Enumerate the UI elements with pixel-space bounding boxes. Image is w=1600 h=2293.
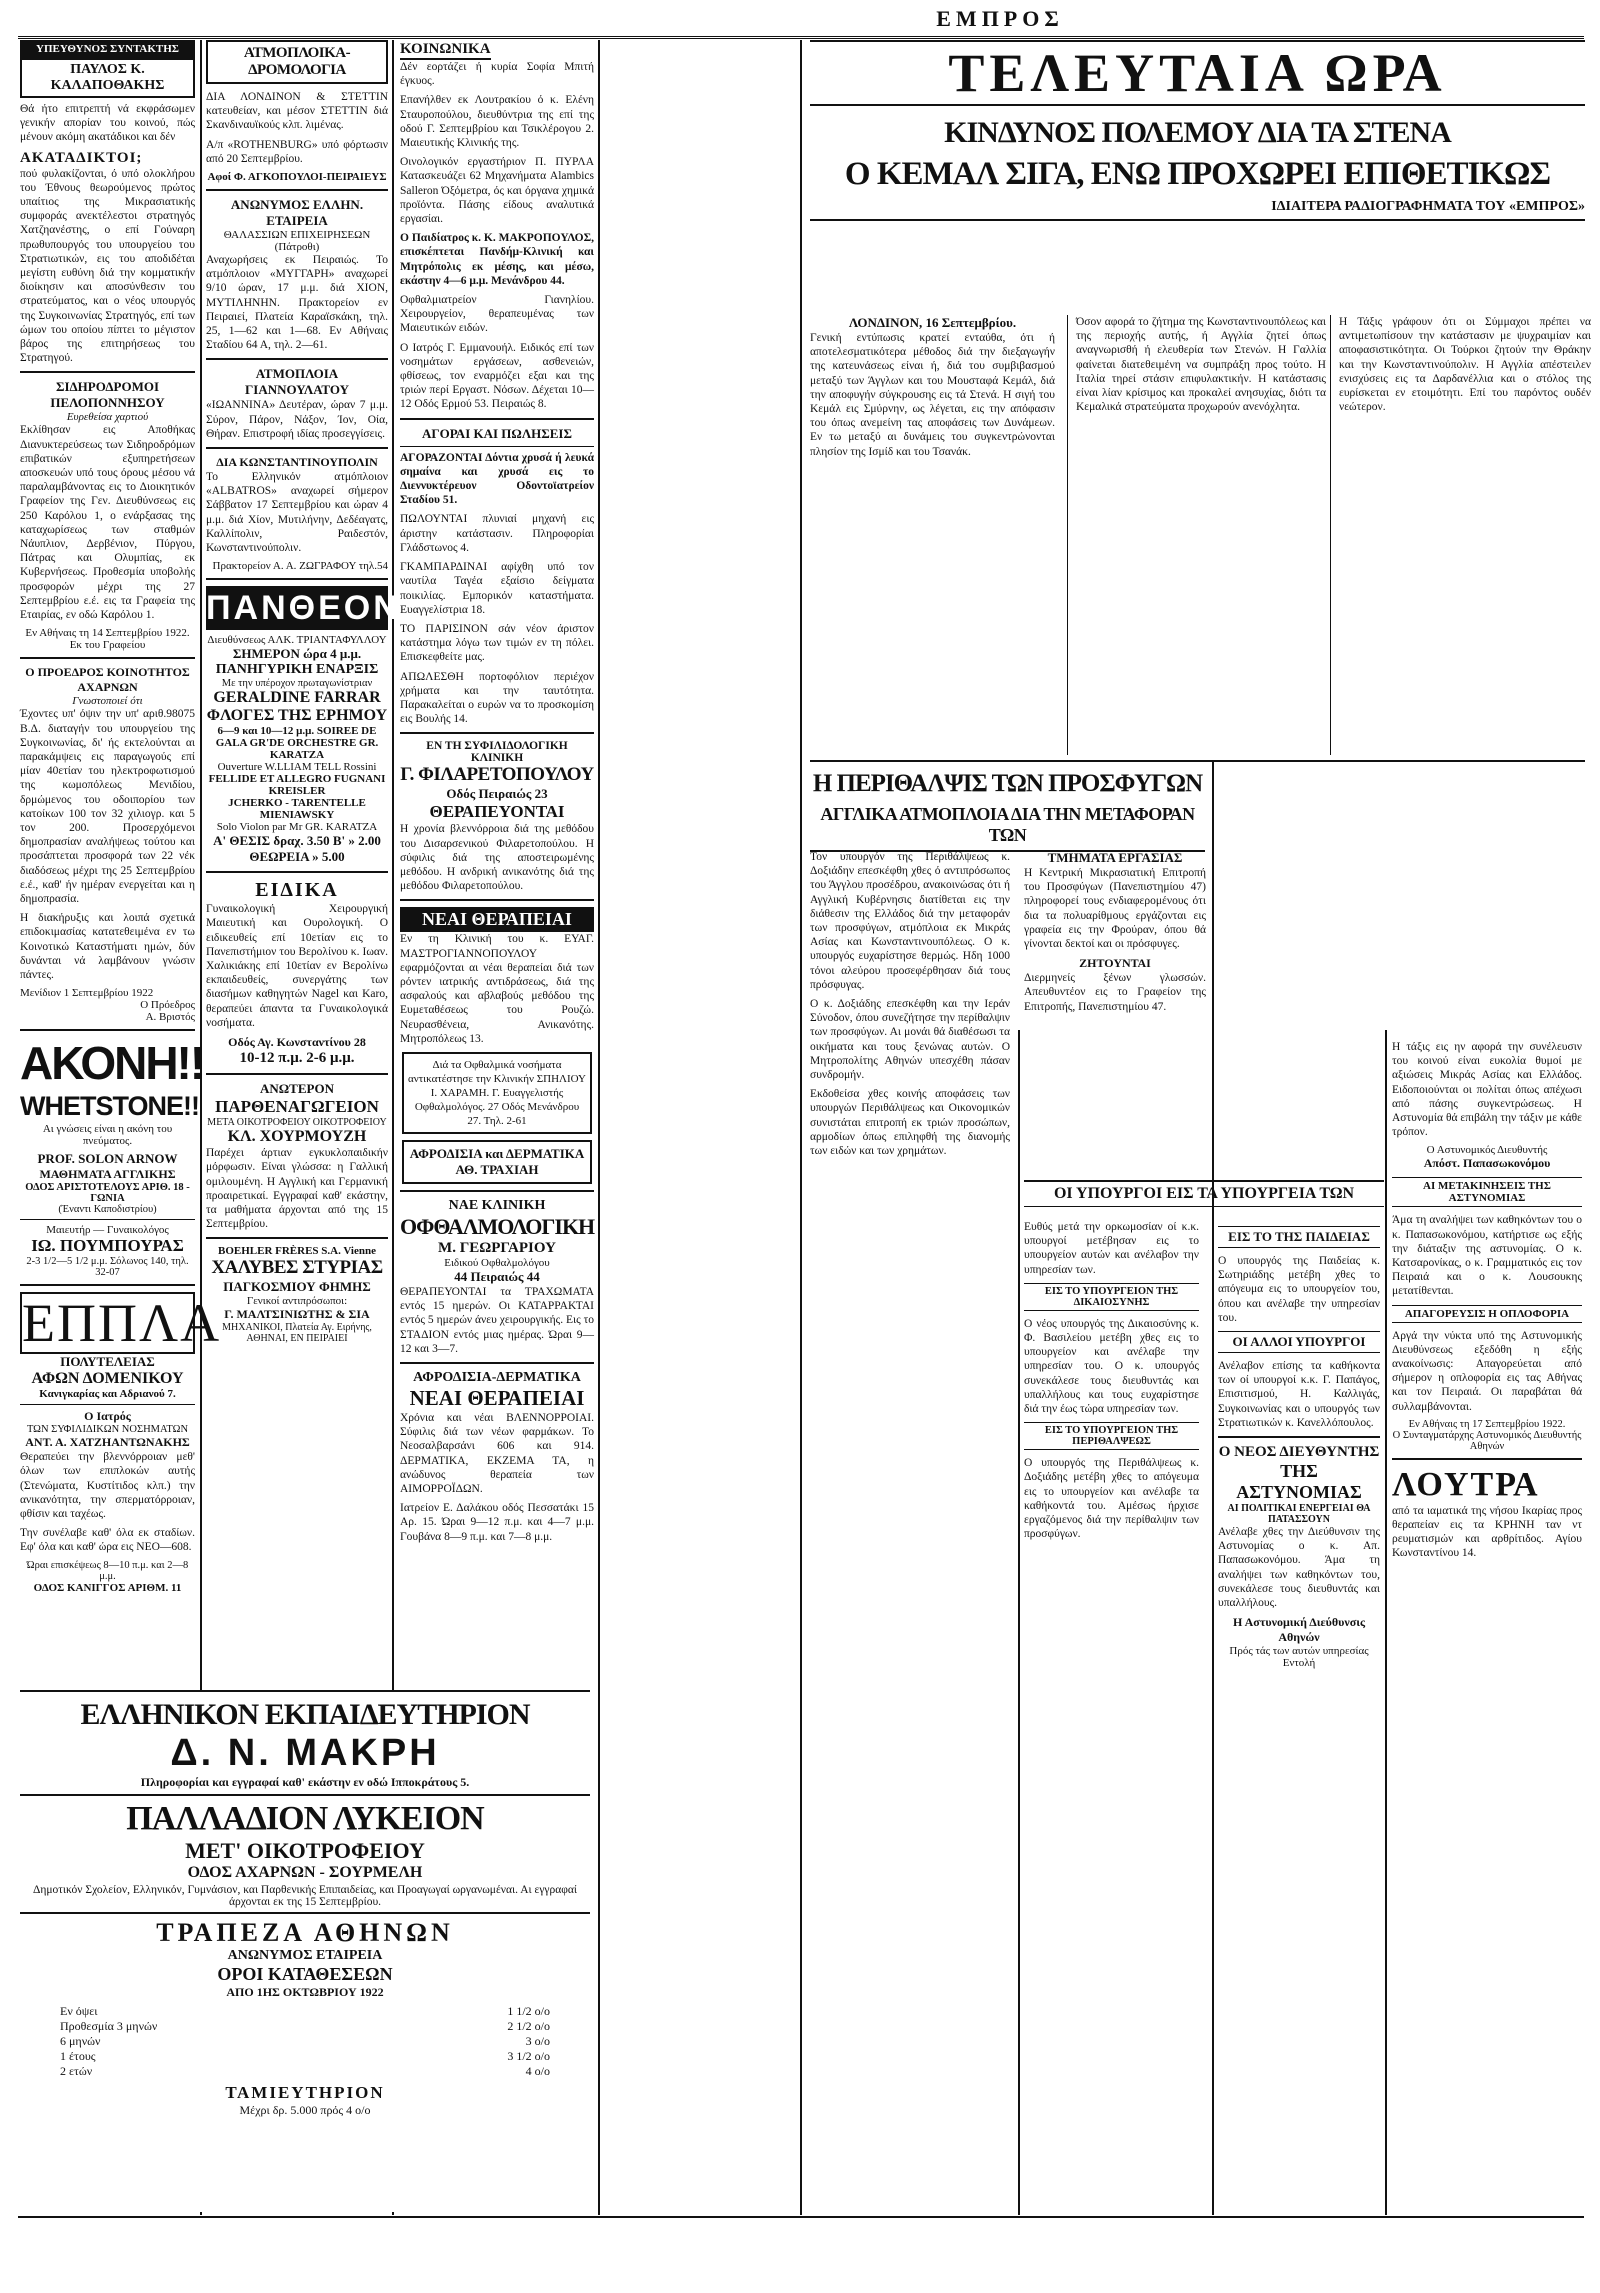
masthead xyxy=(870,6,1130,32)
pallad: ΠΑΛΛΑΔΙΟΝ ΛΥΚΕΙΟΝ xyxy=(126,1800,484,1837)
axarn-sign-2: Α. Βριστός xyxy=(145,1011,195,1024)
akoni-sub: Αι γνώσεις είναι η ακόνη του πνεύματος. xyxy=(42,1123,173,1148)
pan-tarentelle: JCHERKO - TARENTELLE MIENIAWSKY xyxy=(228,797,366,822)
bank-sub: ΑΝΩΝΥΜΟΣ ΕΤΑΙΡΕΙΑ xyxy=(227,1948,383,1963)
prof-sub: ΜΑΘΗΜΑΤΑ ΑΓΓΛΙΚΗΣ xyxy=(39,1167,176,1182)
bank-row-label: Εν όψει xyxy=(60,2004,98,2018)
bank-row-rate: 2 1/2 ο/ο xyxy=(507,2019,550,2033)
th-body: Η χρονία βλεννόρροια διά της μεθόδου του Δισαρσενικού Φιλαρετοπούλου. Η σύφιλις διά της αποστειρωμένης μεθόδου. Η ανδρική ανικανότης διά της μεθόδου Φιλαρετοπούλου. xyxy=(400,823,594,893)
aphr-box-name: ΑΘ. ΤΡΑΧΙΑΗ xyxy=(455,1161,539,1177)
metak: ΑΙ ΜΕΤΑΚΙΝΗΣΕΙΣ ΤΗΣ ΑΣΤΥΝΟΜΙΑΣ xyxy=(1392,1177,1582,1207)
eid-addr: Οδός Αγ. Κωνσταντίνου 28 xyxy=(228,1035,366,1050)
makri: Δ. Ν. ΜΑΚΡΗ xyxy=(170,1732,440,1774)
neai: ΝΕΑΙ ΘΕΡΑΠΕΙΑΙ xyxy=(400,907,594,932)
perith: ΕΙΣ ΤΟ ΥΠΟΥΡΓΕΙΟΝ ΤΗΣ ΠΕΡΙΘΑΛΨΕΩΣ xyxy=(1024,1422,1199,1450)
aphr-box-title: ΑΦΡΟΔΙΣΙΑ και ΔΕΡΜΑΤΙΚΑ xyxy=(409,1145,585,1161)
rail-body: Εκλίθησαν εις Αποθήκας Διανυκτερεύσεως των Σιδηροδρόμων επιβατικών εξυπηρετήσεων αποσκευών υπό τους όρους μέσου νά παραλαμβάνοντας εις το Διοικητικόν Γραφείον της Γεν. Διευθύνσεως εις 250 Καρόλου 1, ο ενάρξασας της καταχωρίσεως των σταθμών Νάυπλιον, Δερβένιον, Πύργου, Πάτρας και Ολυμπίας, εκ Κυβερνήσεως. Προθεσμία υποβολής προσφορών μέχρι της 27 Σεπτεμβρίου ε.έ. εις τα Γραφεία της Εταιρίας, εν οδώ Καρόλου 1. xyxy=(20,424,195,622)
pan-with: Με την υπέροχον πρωταγωνίστριαν xyxy=(221,678,373,690)
bank-row-rate: 3 1/2 ο/ο xyxy=(507,2049,550,2063)
bank-row-label: 2 ετών xyxy=(60,2064,93,2078)
rule-6 xyxy=(1212,760,1214,2215)
main-area xyxy=(810,40,1585,221)
eidika: ΕΙΔΙΚΑ xyxy=(255,879,339,902)
k5: Οφθαλμιατρείον Γιανηλίου. Χειρουργείον, θεραπευμένας των Μαιευτικών ειδών. xyxy=(400,294,594,335)
axarn-tail: Η διακήρυξις και λοιπά σχετικά επιδοκιμασίας κατατεθειμένα εν τω Κοινοτικώ Καταστήματι ημών, δύν δυνάνται νά λαμβάνουν γνώσιν πάντες. xyxy=(20,912,195,981)
ophth-body: ΘΕΡΑΠΕΥΟΝΤΑΙ τα ΤΡΑΧΩΜΑΤΑ εντός 15 ημερών. Οι ΚΑΤΑΡΡΑΚΤΑΙ εντός 5 ημερών άνευ χειρουργικής. Εις το ΣΤΑΔΙΟΝ εντός μιας ημέρας. Ώραι 9—12 και 3—7. xyxy=(400,1285,594,1355)
konst-sign: Πρακτορείον Α. Α. ΖΩΓΡΑΦΟΥ τηλ.54 xyxy=(212,560,388,573)
main-col-3 xyxy=(1330,315,1591,755)
top-rule xyxy=(18,36,1584,39)
pan-solo: Solo Violon par Mr GR. KARATZA xyxy=(216,821,378,834)
eppla-addr: Κανιγκαρίας και Αδριανού 7. xyxy=(39,1388,176,1401)
intro-body: πού φυλακίζονται, ό υπό ολοκλήρου του Έθνους θεωρούμενος πρώτος υπαίτιος της Μικρασιατικής συμφοράς ανεκτέλεστοι στρατηγός Χατζηανέστης, ο επί Γούναρη πρωθυπουργός του υπουργείου του Στρατιωτικών, εις του αποδιδέται μεγίστη ευθύνη διά την κομματικήν διοίκησιν και αποσύνθεσιν του στρατεύματος, και ο νέος υπουργός της Συγκοινωνίας Στρατηγός, επί των ώμων του οποίου πίπτει το μέγιστον βάρος της επιτηρήσεως του Στρατηγού. xyxy=(20,167,195,365)
police: Ο ΝΕΟΣ ΔΙΕΥΘΥΝΤΗΣ xyxy=(1218,1444,1380,1461)
therap: ΘΕΡΑΠΕΥΟΝΤΑΙ xyxy=(429,802,565,822)
justice-body: Ο νέος υπουργός της Δικαιοσύνης κ. Φ. Βασιλείου μετέβη χθες εις το υπουργείον και ανέλαβε την υπηρεσίαν του. Ο κ. υπουργός συνεκάλεσε τους διευθυντάς και υπαλλήλους και τους ευχαρίστησε διά την έως τώρα υπηρεσίαν των. xyxy=(1024,1317,1199,1416)
k6: Ο Ιατρός Γ. Εμμανουήλ. Ειδικός επί των νοσημάτων εργάσεων, ασθενειών, φθίσεως, τον εναρμόζει εξαι και της τριών περί Εργαστ. Νόσων. Δέχεται 10—12 Οδός Ερμού 53. Πειραιώς 8. xyxy=(400,341,594,411)
paid: ΕΙΣ ΤΟ ΤΗΣ ΠΑΙΔΕΙΑΣ xyxy=(1218,1226,1380,1248)
bottom-rule xyxy=(18,2216,1584,2218)
lower-col-5 xyxy=(1392,1040,1582,2210)
pan-event: ΠΑΝΗΓΥΡΙΚΗ ΕΝΑΡΞΙΣ xyxy=(215,662,379,678)
loutra-body: από τα ιαματικά της νήσου Ικαρίας προς θεραπείαν εις τα ΚΡΗΝΗ ταν ντ ρευματισμών και αρθρίτιδος. Αγίου Κωνσταντίνου 14. xyxy=(1392,1504,1582,1560)
iatros-hours: Ώραι επισκέψεως 8—10 π.μ. και 2—8 μ.μ. xyxy=(26,1559,189,1582)
lower-col-1 xyxy=(810,850,1010,2210)
sign2: Απόστ. Παπασωκονόμου xyxy=(1423,1156,1551,1171)
main-col-2 xyxy=(1067,315,1326,755)
iatros-addr: Την συνέλαβε καθ' όλα εκ σταδίων. Εφ' όλα και καθ' ώρα εις ΝΕΟ—608. xyxy=(20,1527,195,1554)
anoteron: ΑΝΩΤΕΡΟΝ xyxy=(260,1081,334,1097)
iatros-name: ΑΝΤ. Α. ΧΑΤΖΗΑΝΤΩΝΑΚΗΣ xyxy=(25,1435,190,1450)
giann-title: ΑΤΜΟΠΛΟΙΑ ΓΙΑΝΝΟΥΛΑΤΟΥ xyxy=(245,366,349,398)
parth-name: ΚΛ. ΧΟΥΡΜΟΥΖΗ xyxy=(227,1128,367,1146)
giann-body: «ΙΩΑΝΝΙΝΑ» Δευτέραν, ώραν 7 μ.μ. Σύρον, Πάρον, Νάξον, Ίον, Οία, Θήραν. Επιστροφή ιδίας προσεγγίσεις. xyxy=(206,399,388,440)
k4: Ο Παιδίατρος κ. Κ. ΜΑΚΡΟΠΟΥΛΟΣ, επισκέπτεται Πανδήμ-Κλινική και Μητρόπολις εκ μέσης, και μέσω, εκάστην 4—6 μ.μ. Μενάνδρου 44. xyxy=(400,232,594,287)
rule-7 xyxy=(1385,1030,1387,2215)
nae: ΝΑΕ ΚΛΙΝΙΚΗ xyxy=(448,1197,546,1213)
syph-addr: Οδός Πειραιώς 23 xyxy=(446,786,548,802)
intro-caps: ΑΚΑΤΑΔΙΚΤΟΙ; xyxy=(20,149,143,166)
iatros-body: Θεραπεύει την βλεννόρροιαν μεθ' όλων των επιπλοκών αυτής (Στενώματα, Κυστίτιδος κλπ.) την ανικανότητα, την σπερματόρροιαν, φθίσιν και ταχέως. xyxy=(20,1451,195,1520)
ophth-sub: Ειδικού Οφθαλμολόγου xyxy=(444,1256,550,1269)
ekp: ΕΛΛΗΝΙΚΟΝ ΕΚΠΑΙΔΕΥΤΗΡΙΟΝ xyxy=(80,1698,530,1731)
konst-title: ΔΙΑ ΚΩΝΣΤΑΝΤΙΝΟΥΠΟΛΙΝ xyxy=(216,455,378,470)
tmim: ΤΜΗΜΑΤΑ ΕΡΓΑΣΙΑΣ xyxy=(1047,850,1183,865)
whetstone: WHETSTONE!! xyxy=(20,1091,199,1122)
ophth: ΟΦΘΑΛΜΟΛΟΓΙΚΗ xyxy=(400,1213,595,1239)
apag-sign: Ο Συνταγματάρχης Αστυνομικός Διευθυντής Αθηνών xyxy=(1392,1429,1582,1452)
iatros-sub: ΤΩΝ ΣΥΦΙΛΙΔΙΚΩΝ ΝΟΣΗΜΑΤΩΝ xyxy=(26,1424,189,1436)
steel-rep: Γενικοί αντιπρόσωποι: xyxy=(246,1295,348,1308)
ofth-box-text: Διά τα Οφθαλμικά νοσήματα αντικατέστησε την Κλινικήν ΣΠΗΛΙΟΥ Ι. ΧΑΡΑΜΗ. Γ. Ευαγγελιστής Οφθαλμολόγος. 27 Οδός Μενάνδρου 27. Τηλ. 2-61 xyxy=(408,1058,586,1127)
maia: Μαιευτήρ — Γυναικολόγος xyxy=(46,1224,169,1237)
parth-body: Παρέχει άρτιαν εγκυκλοπαιδικήν μόρφωσιν. Είναι γλώσσα: η Γαλλική ομιλουμένη. Η Αγγλική και Γερμανική προαιρετικαί. Εγγραφαί καθ' εκάστην, τα μαθήματα άρχονται από της 15 Σεπτεμβρίου. xyxy=(206,1147,388,1231)
loutra: ΛΟΥΤΡΑ xyxy=(1392,1465,1540,1503)
axarn-sub: Γνωστοποιεί ότι xyxy=(72,695,143,708)
m-intro: Ευθύς μετά την ορκωμοσίαν οί κ.κ. υπουργοί μετέβησαν εις το υπουργείον αυτών και ανέλαβον την υπηρεσίαν των. xyxy=(1024,1221,1199,1276)
col3-title: ΚΟΙΝΩΝΙΚΑ xyxy=(400,41,491,60)
sub2: Ο ΚΕΜΑΛ ΣΙΓΑ, ΕΝΩ ΠΡΟΧΩΡΕΙ ΕΠΙΘΕΤΙΚΩΣ xyxy=(844,156,1551,192)
l1: Τον υπουργόν της Περιθάλψεως κ. Δοξιάδην επεσκέφθη χθες ό αντιπρόσωπος του Άγγλου προσέδρου, ανακοινώσας ότι ή Αγγλική Κυβέρνησις διατίθεται εις την διάθεσιν της Ελλάδος διά την μεταφοράν των προσφύγων, ατμόπλοια εκ Μικράς Ασίας και Κωνσταντινουπόλεως. Ο κ. υπουργός ευχαρίστησε θερμώς. Ηδη 1000 τόνοι αλεύρου προσεφέρθησαν διά τους πρόσφυγας. xyxy=(810,851,1010,991)
pan-prices: Α' ΘΕΣΙΣ δραχ. 3.50 Β' » 2.00 ΘΕΩΡΕΙΑ » 5.00 xyxy=(213,833,381,865)
neai2-body: Χρόνια και νέαι ΒΛΕΝΝΟΡΡΟΙΑΙ. Σύφιλις διά των νέων φαρμάκων. Το Νεοσαλβαρσάνι 606 και 914. ΔΕΡΜΑΤΙΚΑ, ΕΚΖΕΜΑ ΤΑ, η ανώδυνος θεραπεία των ΑΙΜΟΡΡΟΪΔΩΝ. xyxy=(400,1411,594,1495)
axarn-sign-1: Ο Πρόεδρος xyxy=(140,999,195,1012)
l3: Εκδοθείσα χθες κοινής αποφάσεις των υπουργών Περιθάλψεως και Οικονομικών συνιστάται επιτροπή εκ τριών προσώπων, αρμοδίων όπως επιληφθή της διανομής των ειδών και των χρημάτων. xyxy=(810,1088,1010,1158)
boehler: BOEHLER FRÈRES S.A. Vienne xyxy=(217,1245,376,1258)
doctor: ΙΩ. ΠΟΥΜΠΟΥΡΑΣ xyxy=(31,1236,184,1256)
col2-line3: Αφοί Φ. ΑΓΚΟΠΟΥΛΟΙ-ΠΕΙΡΑΙΕΥΣ xyxy=(207,171,387,184)
neai2: ΝΕΑΙ ΘΕΡΑΠΕΙΑΙ xyxy=(409,1385,585,1410)
pallad-addr: ΟΔΟΣ ΑΧΑΡΝΩΝ - ΣΟΥΡΜΕΛΗ xyxy=(187,1864,423,1881)
eppla: ΕΠΠΛΑ xyxy=(22,1293,222,1354)
l2: Ο κ. Δοξιάδης επεσκέφθη και την Ιεράν Σύνοδον, όπου συνεζήτησε την περίθαλψιν των προσφύγων. Αι μονάι θά διαθέσωσι τα οικήματα και τους ξενώνας αυτών. Ο Μητροπολίτης Αθηνών υπεσχέθη πάσαν συνδρομήν. xyxy=(810,998,1010,1082)
refugees-head xyxy=(810,770,1205,852)
eppla-sub: ΠΟΛΥΤΕΛΕΙΑΣ xyxy=(60,1354,155,1370)
lower-col-4 xyxy=(1218,1220,1380,2200)
pan-star: GERALDINE FARRAR xyxy=(213,689,381,707)
axarn-title: Ο ΠΡΟΕΔΡΟΣ ΚΟΙΝΟΤΗΤΟΣ ΑΧΑΡΝΩΝ xyxy=(25,665,190,695)
bank-date: ΑΠΟ 1ΗΣ ΟΚΤΩΒΡΙΟΥ 1922 xyxy=(226,1985,384,1999)
ministers: ΟΙ ΥΠΟΥΡΓΟΙ ΕΙΣ ΤΑ ΥΠΟΥΡΓΕΙΑ ΤΩΝ xyxy=(1024,1180,1384,1207)
steel-name: Γ. ΜΑΛΤΣΙΝΙΩΤΗΣ & ΣΙΑ xyxy=(224,1307,370,1322)
ag3: ΓΚΑΜΠΑΡΔΙΝΑΙ αφίχθη υπό τον ναυτίλα Ταγέα εξαίσιο δείγματα ποικιλίας. Εμπορικόν καταστήματα. Ευαγγελίστρια 18. xyxy=(400,561,594,616)
prof: PROF. SOLON ARNOW xyxy=(37,1151,178,1167)
main-divider xyxy=(810,760,1585,762)
col2-line1: ΔΙΑ ΛΟΝΔΙΝΟΝ & ΣΤΕΤΤΙΝ κατευθείαν, και μέσον ΣΤΕΤΤΙΝ διά Σκανδιναυϊκούς κλπ. λιμένας. xyxy=(206,91,388,132)
rule-4 xyxy=(800,40,802,2215)
police-notice: Η Αστυνομική Διεύθυνσις Αθηνών xyxy=(1232,1615,1366,1645)
eppla-who: ΑΦΩΝ ΔΟΜΕΝΙΚΟΥ xyxy=(31,1370,184,1388)
bank-row-label: 1 έτους xyxy=(60,2049,96,2063)
rail-sub: Ευρεθείσα χαρτιού xyxy=(66,411,149,424)
main-c1: Γενική εντύπωσις κρατεί ενταύθα, ότι ή αποτελεσματικότερα μέθοδος διά την διεξαγωγήν της κατευνάσεως είναι ή, διά του συμβιβασμού μεταξύ των Άγγλων και του Μουσταφά Κεμάλ, διά την αποφυγήν σύγκρουσης εις τά Στενά. Η σιγή του Κεμάλ εις Σμύρνην, ως λέγεται, εις την απόφασιν του όπως ανεμείνη τας αποφάσεις των Δυνάμεων. Εν τω μεταξύ αι δυνάμεις του συγκεντρώνονται πλησίον της Ισμίδ και του Τσανάκ. xyxy=(810,332,1055,458)
main-c2: Όσον αφορά το ζήτημα της Κωνσταντινουπόλεως και της περιοχής αυτής, ή Αγγλία ζητεί όπως αναγνωρισθή ή ελευθερία των Στενών. Η Γαλλία φαίνεται διατεθειμένη να συμπράξη προς τούτο. Η Ιταλία τηρεί στάσιν επιφυλακτικήν. Η κατάστασις είναι λίαν κρίσιμος και προκαλεί ανησυχίας, διότι τα Κεμαλικά στρατεύματα προχωρούν ανενόχλητα. xyxy=(1076,316,1326,414)
police3: ΑΙ ΠΟΛΙΤΙΚΑΙ ΕΝΕΡΓΕΙΑΙ ΘΑ ΠΑΤΑΣΣΟΥΝ xyxy=(1227,1503,1371,1526)
ophth-addr: 44 Πειραιώς 44 xyxy=(454,1268,540,1284)
pallad-sub: ΜΕΤ' ΟΙΚΟΤΡΟΦΕΙΟΥ xyxy=(185,1838,425,1863)
tmim-body: Η Κεντρική Μικρασιατική Επιτροπή του Προσφύγων (Πανεπιστημίου 47) πληροφορεί τους ενδιαφερομένους ότι δια τα πολυαρίθμους εργάζονται εις γραφεία εις την Φρούραν, όπου θά γίνονται δεκτοί και οι πρόσφυγες. xyxy=(1024,867,1206,951)
zitoun: ΖΗΤΟΥΝΤΑΙ xyxy=(1079,956,1151,971)
editor-name: ΠΑΥΛΟΣ Κ. ΚΑΛΑΠΟΘΑΚΗΣ xyxy=(20,58,195,98)
ag4: ΤΟ ΠΑΡΙΣΙΝΟΝ σάν νέον άριστον κατάστημα λόγω των τιμών εν τη πόλει. Επισκεφθείτε μας. xyxy=(400,622,594,664)
eid-body: Γυναικολογική Χειρουργική Μαιευτική και Ουρολογική. Ο ειδικευθείς επί 10ετίαν εις το Πανεπιστήμιον του Βερολίνου κ. Ιωαν. Χαλικιάκης επί 10ετίαν εν Βερολίνω εκπαιδευθείς, συνεργάτης των διασήμων καθηγητών Nagel και Karo, θεραπεύει άπαντα τα Γυναικολογικά νοσήματα. xyxy=(206,903,388,1029)
bank-row-rate: 3 ο/ο xyxy=(525,2034,550,2048)
axarn-body: Έχοντες υπ' όψιν την υπ' αριθ.98075 Β.Δ. διαταγήν του υπουργείου της Συγκοινωνίας, δι' ής εκτελούνται αι παρακάμψεις εις παραγωγούς επί μίαν 40ετίαν του ηλεκτροφωτισμού της κωμοπόλεως Μενιδίου, δρμώμενος του οδοιπορίου των κατοίκων 100 τον 32 χιλιογρ. και 5 τον 200. Προσερχόμενοι δημοπρασίαν αναλήψεως τούτου και προσάπτεται προσφορά των 22 νέκ διαδόσεως μέχρι της 25 Σεπτεμβρίου ε.έ., καθ' ήν ημέραν ενεργείται και η δημοπρασία. xyxy=(20,708,195,905)
doctor-hours: 2-3 1/2—5 1/2 μ.μ. Σόλωνος 140, τηλ. 32-07 xyxy=(26,1256,189,1279)
syph-title: ΕΝ ΤΗ ΣΥΦΙΛΙΔΟΛΟΓΙΚΗ ΚΛΙΝΙΚΗ xyxy=(426,740,568,765)
syph-name: Γ. ΦΙΛΑΡΕΤΟΠΟΥΛΟΥ xyxy=(400,764,594,786)
bank-row-rate: 4 ο/ο xyxy=(525,2064,550,2078)
parth-title: ΠΑΡΘΕΝΑΓΩΓΕΙΟΝ xyxy=(215,1097,379,1117)
ag1: ΑΓΟΡΑΖΟΝΤΑΙ Δόντια χρυσά ή λευκά σημαίνα και χρυσά εις το Διεννυκτέρευον Οδοντοϊατρείον Σταδίου 51. xyxy=(400,451,594,507)
bank-row xyxy=(60,2064,550,2079)
k2: Επανήλθεν εκ Λουτρακίου ό κ. Ελένη Σταυροπούλου, διευθύντρια της επί της οδού Γ. Σεπτεμβρίου και Τσικλέρογου 2. Μαιευτικής Κλινικής της. xyxy=(400,94,594,150)
sub3: ΙΔΙΑΙΤΕΡΑ ΡΑΔΙΟΓΡΑΦΗΜΑΤΑ ΤΟΥ «ΕΜΠΡΟΣ» xyxy=(810,199,1585,221)
steel: ΧΑΛΥΒΕΣ ΣΤΥΡΙΑΣ xyxy=(211,1257,383,1279)
parth-sub: ΜΕΤΑ ΟΙΚΟΤΡΟΦΕΙΟΥ ΟΙΚΟΤΡΟΦΕΙΟΥ xyxy=(207,1117,387,1129)
bank-table xyxy=(60,2004,550,2079)
justice: ΕΙΣ ΤΟ ΥΠΟΥΡΓΕΙΟΝ ΤΗΣ ΔΙΚΑΙΟΣΥΝΗΣ xyxy=(1024,1283,1199,1311)
alloi: ΟΙ ΑΛΛΟΙ ΥΠΟΥΡΓΟΙ xyxy=(1218,1331,1380,1353)
police-notice2: Πρός τάς των αυτών υπηρεσίας Εντολή xyxy=(1229,1645,1369,1670)
ref-title2: ΑΓΓΛΙΚΑ ΑΤΜΟΠΛΟΙΑ ΔΙΑ ΤΗΝ ΜΕΤΑΦΟΡΑΝ ΤΩΝ xyxy=(810,804,1205,852)
ministers-block xyxy=(1024,1180,1384,1207)
lower-col-2 xyxy=(1024,850,1206,1170)
anon-title: ΑΝΩΝΥΜΟΣ ΕΛΛΗΝ. ΕΤΑΙΡΕΙΑ xyxy=(230,197,364,229)
agorai: ΑΓΟΡΑΙ ΚΑΙ ΠΩΛΗΣΕΙΣ xyxy=(422,425,572,441)
right-body: Η τάξις εις ην αφορά την συνέλευσιν του κοινού είναι ευκολία θυμοί με αξιώσεις Μικράς Ασίας και Ελλάδος. Ειδοποιούνται οι πολίται όπως απέχωσι από πάσης συγκεντρώσεως. Η Αστυνομία θά επιβάλη την τάξιν με κάθε τρόπον. xyxy=(1392,1041,1582,1139)
intro-text: Θά ήτο επιτρεπτή νά εκφράσωμεν γενικήν απορίαν του κοινού, πώς μένουν ακόμη ακατάδικοι και δέν xyxy=(20,103,195,144)
police-body: Ανέλαβε χθες την Διεύθυνσιν της Αστυνομίας ο κ. Απ. Παπασωκονόμου. Άμα τη αναλήψει των καθηκόντων του, συνεκάλεσε τους διευθυντάς και υπαλλήλους. xyxy=(1218,1526,1380,1610)
col2-title: ΑΤΜΟΠΛΟΙΚΑ-ΔΡΟΜΟΛΟΓΙΑ xyxy=(206,40,388,84)
prof-addr: ΟΔΟΣ ΑΡΙΣΤΟΤΕΛΟΥΣ ΑΡΙΘ. 18 - ΓΩΝΙΑ xyxy=(25,1182,190,1205)
police2: ΤΗΣ ΑΣΤΥΝΟΜΙΑΣ xyxy=(1236,1461,1362,1503)
bank-row xyxy=(60,2019,550,2034)
lower-col-3 xyxy=(1024,1220,1199,2200)
bank-row-label: 6 μηνών xyxy=(60,2034,101,2048)
k1: Δέν εορτάζει ή κυρία Σοφία Μπιτή έγκυος. xyxy=(400,61,594,88)
eid-hours: 10-12 π.μ. 2-6 μ.μ. xyxy=(239,1050,355,1067)
apag-date: Εν Αθήναις τη 17 Σεπτεμβρίου 1922. xyxy=(1408,1418,1566,1430)
bank-row xyxy=(60,2034,550,2049)
axarn-date: Μενίδιον 1 Σεπτεμβρίου 1922 xyxy=(20,987,154,1000)
pan-allegro: FELLIDE ET ALLEGRO FUGNANI KREISLER xyxy=(208,773,386,798)
bottom-ads xyxy=(20,1690,590,2212)
rule-3 xyxy=(598,40,600,2215)
tamiev: ΤΑΜΙΕΥΤΗΡΙΟΝ xyxy=(225,2083,385,2102)
sub1: ΚΙΝΔΥΝΟΣ ΠΟΛΕΜΟΥ ΔΙΑ ΤΑ ΣΤΕΝΑ xyxy=(944,116,1451,149)
steel-addr: ΜΗΧΑΝΙΚΟΙ, Πλατεία Αγ. Ειρήνης, ΑΘΗΝΑΙ, ΕΝ ΠΕΙΡΑΙΕΙ xyxy=(222,1322,372,1345)
rule-5 xyxy=(1018,1030,1020,2215)
anon-sub: ΘΑΛΑΣΣΙΩΝ ΕΠΙΧΕΙΡΗΣΕΩΝ (Πάτροθι) xyxy=(223,229,371,254)
main-c3: Η Τάξις γράφουν ότι οι Σύμμαχοι πρέπει να αντιμετωπίσουν την κατάστασιν με ψυχραιμίαν και αποφασιστικότητα. Οι Τούρκοι ζητούν την Θράκην και την Κωνσταντινούπολιν. Η Αγγλία απέστειλεν ενισχύσεις εις τα Δαρδανέλλια και ο στόλος της ευρίσκεται εν ετοιμότητι. Επί του παρόντος ουδέν νεώτερον. xyxy=(1339,316,1591,414)
pan-prog: Ouverture W.LLIAM TELL Rossini xyxy=(217,761,377,774)
neai-body: Εν τη Κλινική του κ. ΕΥΑΓ. ΜΑΣΤΡΟΓΙΑΝΝΟΠΟΥΛΟΥ εφαρμόζονται αι νέαι θεραπείαι διά των ρόντεν ιατρικής αντιδράσεως, διά της ασφαλούς και αβλαβούς μεθόδου της Ευμεταθέσεως του Ρουζώ. Νευρασθένεια, Ανικανότης. Μητροπόλεως 13. xyxy=(400,933,594,1045)
editor-role: ΥΠΕΥΘΥΝΟΣ ΣΥΝΤΑΚΤΗΣ xyxy=(20,40,195,58)
col2-line2: Α/π «ROTHENBURG» υπό φόρτωσιν από 20 Σεπτεμβρίου. xyxy=(206,138,388,165)
pantheon: ΠΑΝΘΕΟΝ xyxy=(206,586,388,630)
bank-row xyxy=(60,2049,550,2064)
rail-date: Εν Αθήναις τη 14 Σεπτεμβρίου 1922. xyxy=(25,627,190,640)
k3: Οινολογικόν εργαστήριον Π. ΠΥΡΛΑ Κατασκευάζει 62 Μηχανήματα Alambics Salleron Όξόμετρα, ός και όργανα χημικά προϊόντα. Πάσης είδους αναλυτικά εργασίαι. xyxy=(400,156,594,226)
prof-addr2: (Έναντι Καποδιστρίου) xyxy=(58,1204,157,1216)
headline: ΤΕΛΕΥΤΑΙΑ ΩΡΑ xyxy=(810,40,1585,106)
bank-row-rate: 1 1/2 ο/ο xyxy=(507,2004,550,2018)
apag-body: Αργά την νύκτα υπό της Αστυνομικής Διευθύνσεως εξεδόθη η εξής ανακοίνωσις: Απαγορεύεται από σήμερον η οπλοφορία εις τας Αθήνας και τον Πειραιά. Οι παραβάται θά συλλαμβάνονται. xyxy=(1392,1329,1582,1413)
pan-soiree: 6—9 και 10—12 μ.μ. SOIREE DE GALA GR'DE ORCHESTRE GR. KARATZA xyxy=(215,725,379,762)
bank: ΤΡΑΠΕΖΑ ΑΘΗΝΩΝ xyxy=(156,1918,454,1947)
zit-body: Διερμηνείς ξένων γλωσσών. Απευθυντέον εις το Γραφείον της Επιτροπής, Πανεπιστημίου 47. xyxy=(1024,972,1206,1013)
konst-body: Το Ελληνικόν ατμόπλοιον «ALBATROS» αναχωρεί σήμερον Σάββατον 17 Σεπτεμβρίου και ώραν 4 μ.μ. διά Χίον, Μυτιλήνην, Δεδέαγατς, Καλλίπολιν, Ραιδεστόν, Κωνσταντινούπολιν. xyxy=(206,471,388,555)
aphr2: ΑΦΡΟΔΙΣΙΑ-ΔΕΡΜΑΤΙΚΑ xyxy=(413,1369,581,1385)
alloi-body: Ανέλαβον επίσης τα καθήκοντα των οί υπουργοί κ.κ. Γ. Παπάγος, Επισιτισμού, Η. Καλλιγάς, Συγκοινωνίας και ο υπουργός των Στρατιωτικών κ. Κανελλόπουλος. xyxy=(1218,1360,1380,1429)
masthead-title: ΕΜΠΡΟΣ xyxy=(936,6,1064,31)
ag5: ΑΠΩΛΕΣΘΗ πορτοφόλιον περιέχον χρήματα και την ταυτότητα. Παρακαλείται ο ευρών να το προσκομίση εις Βουλής 14. xyxy=(400,670,594,726)
sign1: Ο Αστυνομικός Διευθυντής xyxy=(1426,1144,1548,1157)
ref-title1: Η ΠΕΡΙΘΑΛΨΙΣ ΤΩΝ ΠΡΟΣΦΥΓΩΝ xyxy=(812,770,1203,797)
pan-film: ΦΛΟΓΕΣ ΤΗΣ ΕΡΗΜΟΥ xyxy=(206,707,388,725)
rail-sign: Εκ του Γραφείου xyxy=(69,639,146,652)
pan-today: ΣΗΜΕΡΟΝ ώρα 4 μ.μ. xyxy=(232,646,362,662)
iatros: Ο Ιατρός xyxy=(84,1409,131,1424)
paid-body: Ο υπουργός της Παιδείας κ. Σωτηριάδης μετέβη χθες το απόγευμα εις το υπουργείον του, όπου και ανέλαβε την υπηρεσίαν του. xyxy=(1218,1255,1380,1324)
ag2: ΠΩΛΟΥΝΤΑΙ πλυνιαί μηχανή εις άριστην κατάστασιν. Πληροφορίαι Γλάδστωνος 4. xyxy=(400,513,594,554)
ophth-dr: Μ. ΓΕΩΡΓΑΡΙΟΥ xyxy=(438,1239,556,1256)
apag: ΑΠΑΓΟΡΕΥΣΙΣ Η ΟΠΛΟΦΟΡΙΑ xyxy=(1392,1305,1582,1323)
tamiev-row: Μέχρι δρ. 5.000 πρός 4 ο/ο xyxy=(239,2103,371,2117)
dateline: ΛΟΝΔΙΝΟΝ, 16 Σεπτεμβρίου. xyxy=(848,315,1017,330)
perith-body: Ο υπουργός της Περιθάλψεως κ. Δοξιάδης μετέβη χθες το απόγευμα εις το υπουργείον και ανέλαβε τα καθήκοντά του. Αμέσως ήρχισε εργαζόμενος διά την περίθαλψιν των προσφύγων. xyxy=(1024,1457,1199,1541)
steel-sub: ΠΑΓΚΟΣΜΙΟΥ ΦΗΜΗΣ xyxy=(223,1279,371,1295)
iatros-street: ΟΔΟΣ ΚΑΝΙΓΓΟΣ ΑΡΙΘΜ. 11 xyxy=(33,1581,182,1594)
akoni: ΑΚΟΝΗ!! xyxy=(20,1037,204,1090)
ekp-sub: Πληροφορίαι και εγγραφαί καθ' εκάστην εν οδώ Ιπποκράτους 5. xyxy=(20,1775,590,1796)
aphr-box xyxy=(402,1140,592,1184)
bank-row-label: Προθεσμία 3 μηνών xyxy=(60,2019,158,2033)
neai2-sign: Ιατρείον Ε. Δαλάκου οδός Πεσσατάκι 15 Αρ. 15. Ώραι 9—12 π.μ. και 4—7 μ.μ. Γουβάνα 8—9 π.μ. και 7—8 μ.μ. xyxy=(400,1502,594,1543)
anon-body: Αναχωρήσεις εκ Πειραιώς. Το ατμόπλοιον «ΜΥΓΓΑΡΗ» αναχωρεί 9/10 ώραν, 17 μ.μ. διά ΧΙΟΝ, ΜΥΤΙΛΗΝΗΝ. Πρακτορείον εν Πειραιεί, Πλατεία Καραϊσκάκη, τηλ. 25, 1—62 και 1—68. Εν Αθήναις Σταδίου 64 Α, τηλ. 2—61. xyxy=(206,254,388,352)
metak-body: Άμα τη αναλήψει των καθηκόντων του ο κ. Παπασωκονόμου, κατήρτισε ως εξής την διάταξιν της αστυνομίας. Ο κ. Κατσαρονίκας, ο κ. Γραμματικός εις τον Πειραιά και ο κ. Λουσουκης μετατίθενται. xyxy=(1392,1214,1582,1298)
axarn-sign xyxy=(20,999,195,1023)
ofth-box xyxy=(402,1052,592,1134)
main-col-1 xyxy=(810,315,1055,755)
pan-dir: Διευθύνσεως ΑΛΚ. ΤΡΙΑΝΤΑΦΥΛΛΟΥ xyxy=(207,634,387,647)
pallad-body: Δημοτικόν Σχολείον, Ελληνικόν, Γυμνάσιον, και Παρθενικής Επιπαιδείας, και Προαγωγαί ωργανωμέναι. Αι εγγραφαί άρχονται εκ της 15 Σεπτεμβρίου. xyxy=(20,1882,590,1914)
bank-row xyxy=(60,2004,550,2019)
rail-title: ΣΙΔΗΡΟΔΡΟΜΟΙ ΠΕΛΟΠΟΝΝΗΣΟΥ xyxy=(50,379,165,411)
bank-terms: ΟΡΟΙ ΚΑΤΑΘΕΣΕΩΝ xyxy=(217,1964,393,1984)
